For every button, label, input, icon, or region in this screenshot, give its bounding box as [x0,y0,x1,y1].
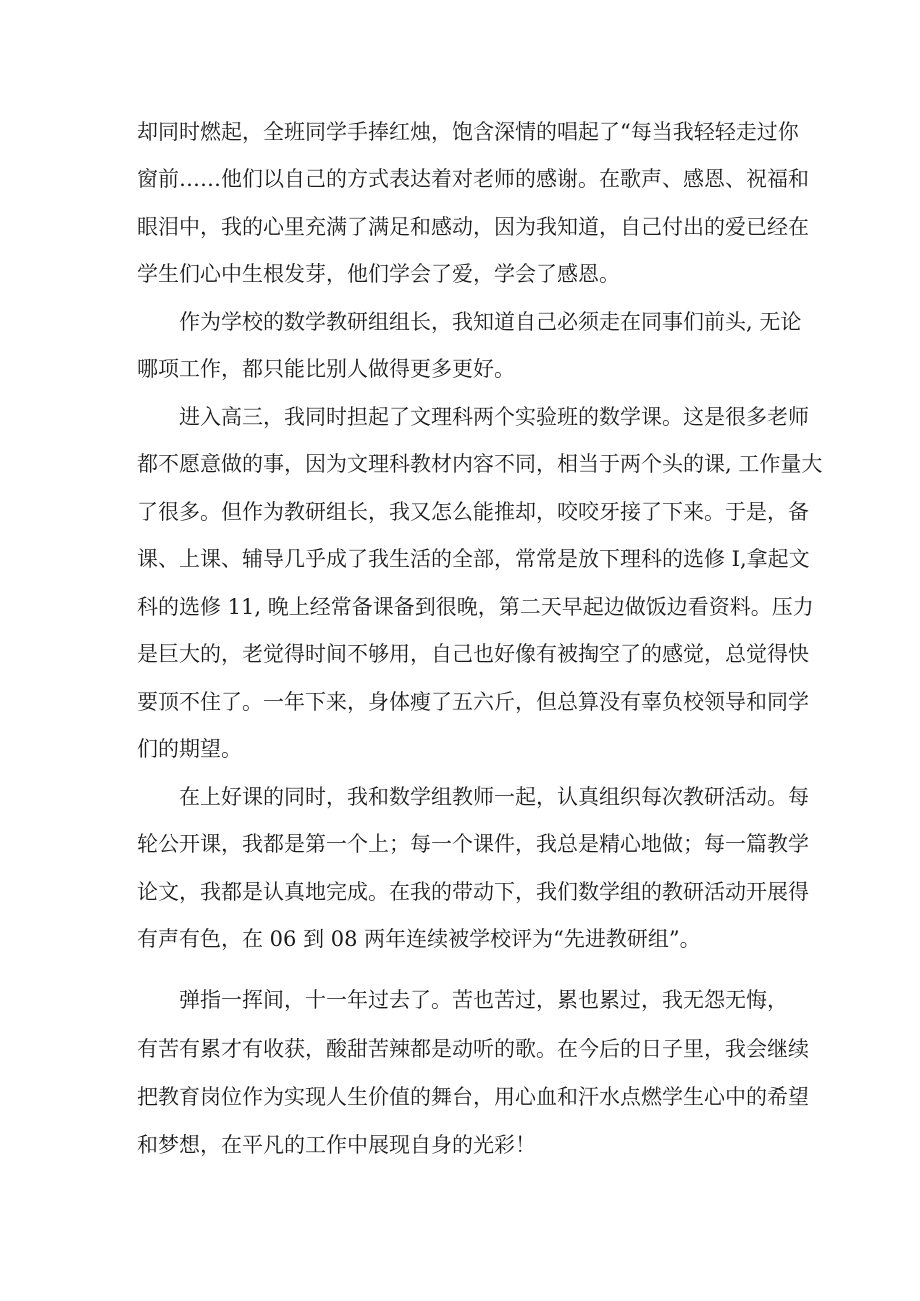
text-line: 轮公开课，我都是第一个上；每一个课件，我总是精心地做；每一篇教学 [137,832,809,856]
text-line: 要顶不住了。一年下来，身体瘦了五六斤，但总算没有辜负校领导和同学 [137,690,809,714]
text-line: 课、上课、辅导几乎成了我生活的全部，常常是放下理科的选修 I,拿起文 [137,547,810,571]
text-line: 和梦想，在平凡的工作中展现自身的光彩！ [137,1133,536,1157]
text-line: 论文，我都是认真地完成。在我的带动下，我们数学组的教研活动开展得 [137,880,809,904]
text-line: 哪项工作，都只能比别人做得更多更好。 [137,357,515,381]
text-line: 弹指一挥间，十一年过去了。苦也苦过，累也累过，我无怨无悔， [179,988,788,1012]
text-line: 科的选修 11, 晚上经常备课备到很晚，第二天早起边做饭边看资料。压力 [137,595,814,619]
text-line: 窗前……他们以自己的方式表达着对老师的感谢。在歌声、感恩、祝福和 [137,167,809,191]
text-line: 眼泪中，我的心里充满了满足和感动，因为我知道，自己付出的爱已经在 [137,215,809,239]
text-line: 把教育岗位作为实现人生价值的舞台，用心血和汗水点燃学生心中的希望 [137,1085,809,1109]
text-line: 是巨大的，老觉得时间不够用，自己也好像有被掏空了的感觉，总觉得快 [137,642,809,666]
text-line: 有苦有累才有收获，酸甜苦辣都是动听的歌。在今后的日子里，我会继续 [137,1037,809,1061]
text-line: 了很多。但作为教研组长，我又怎么能推却，咬咬牙接了下来。于是，备 [137,500,809,524]
text-line: 有声有色，在 06 到 08 两年连续被学校评为“先进教研组”。 [137,927,701,951]
text-line: 学生们心中生根发芽，他们学会了爱，学会了感恩。 [137,262,620,286]
text-line: 进入高三，我同时担起了文理科两个实验班的数学课。这是很多老师 [179,405,809,429]
text-line: 在上好课的同时，我和数学组教师一起，认真组织每次教研活动。每 [179,785,809,809]
text-line: 作为学校的数学教研组组长，我知道自己必须走在同事们前头, 无论 [179,310,802,334]
text-line: 却同时燃起，全班同学手捧红烛，饱含深情的唱起了“每当我轻轻走过你 [137,120,799,144]
text-line: 都不愿意做的事，因为文理科教材内容不同，相当于两个头的课, 工作量大 [137,452,823,476]
text-line: 们的期望。 [137,737,242,761]
